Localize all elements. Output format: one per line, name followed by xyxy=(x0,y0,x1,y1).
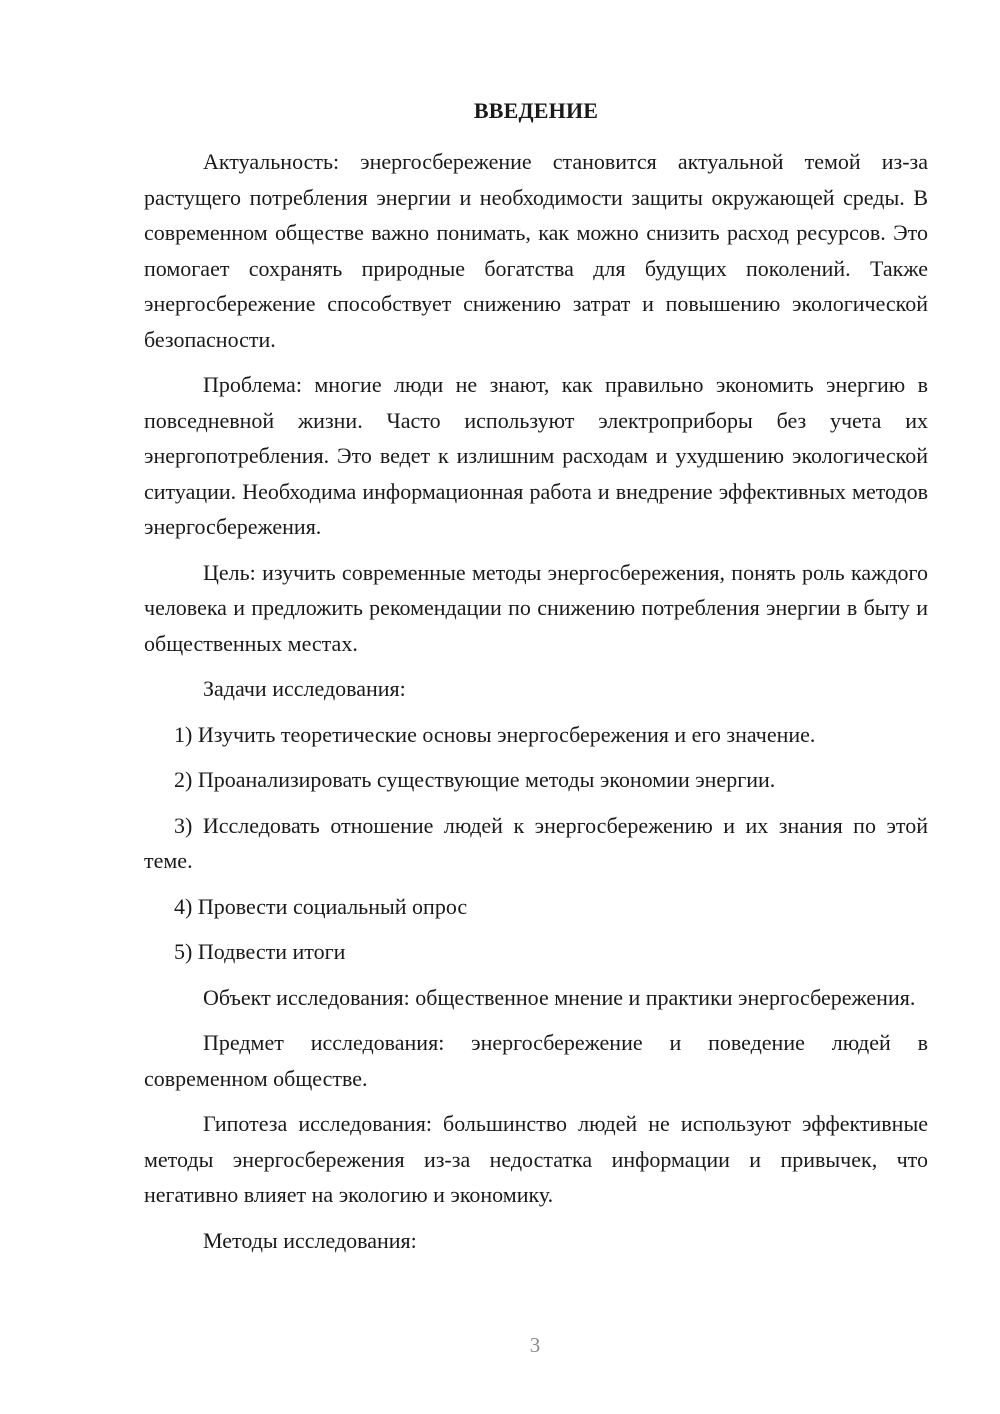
page-title: ВВЕДЕНИЕ xyxy=(473,98,599,123)
paragraph-subject: Предмет исследования: энергосбережение и поведение людей в современном обществе. xyxy=(144,1030,928,1091)
task-item-2: 2) Проанализировать существующие методы экономии энергии. xyxy=(174,767,776,792)
paragraph-problem: Проблема: многие люди не знают, как правильно экономить энергию в повседневной жизни. Часто используют электроприборы без учета их энергопотребления. Это ведет к излишним расходам и ухудшению экологической ситуации. Необходима информационная работа и внедрение эффективных методов энергосбережения. xyxy=(144,372,928,539)
paragraph-goal: Цель: изучить современные методы энергосбережения, понять роль каждого человека и предложить рекомендации по снижению потребления энергии в быту и общественных местах. xyxy=(144,559,928,656)
task-item-1: 1) Изучить теоретические основы энергосбережения и его значение. xyxy=(174,721,816,747)
tasks-heading: Задачи исследования: xyxy=(203,676,406,701)
page-number: 3 xyxy=(529,1333,541,1357)
paragraph-object: Объект исследования: общественное мнение и практики энергосбережения. xyxy=(203,984,916,1010)
methods-heading: Методы исследования: xyxy=(203,1227,417,1253)
paragraph-hypothesis: Гипотеза исследования: большинство людей не используют эффективные методы энергосбережения из-за недостатка информации и привычек, что негативно влияет на экологию и экономику. xyxy=(144,1111,928,1207)
paragraph-relevance: Актуальность: энергосбережение становится актуальной темой из-за растущего потребления энергии и необходимости защиты окружающей среды. В современном обществе важно понимать, как можно снизить расход ресурсов. Это помогает сохранять природные богатства для будущих поколений. Также энергосбережение способствует снижению затрат и повышению экологической безопасности. xyxy=(144,149,928,352)
task-item-3: 3) Исследовать отношение людей к энергосбережению и их знания по этой теме. xyxy=(144,812,928,873)
task-item-4: 4) Провести социальный опрос xyxy=(174,893,468,919)
task-item-5: 5) Подвести итоги xyxy=(174,939,346,964)
document-page xyxy=(144,96,928,1268)
